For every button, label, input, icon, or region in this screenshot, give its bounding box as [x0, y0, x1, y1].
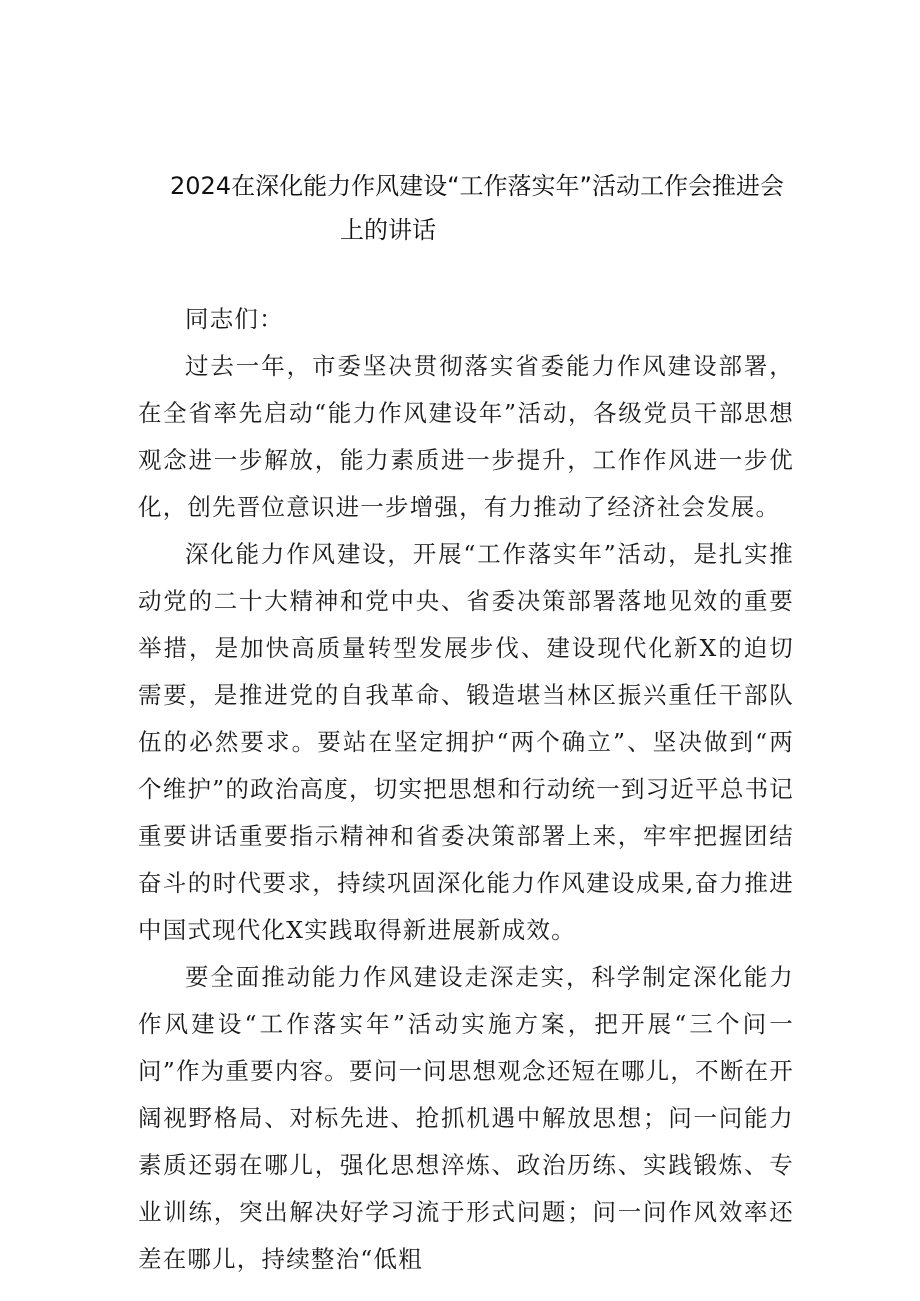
paragraph-3: 要全面推动能力作风建设走深走实，科学制定深化能力作风建设“工作落实年”活动实施方案，把开展“三个问一问”作为重要内容。要问一问思想观念还短在哪儿，不断在开阔视野格局、对标先进、抢抓机遇中解放思想；问一问能力素质还弱在哪儿，强化思想淬炼、政治历练、实践锻炼、专业训练，突出解决好学习流于形式问题；问一问作风效率还差在哪儿，持续整治“低粗	[138, 963, 794, 1273]
paragraph-1: 过去一年，市委坚决贯彻落实省委能力作风建设部署，在全省率先启动“能力作风建设年”活动，各级党员干部思想观念进一步解放，能力素质进一步提升，工作作风进一步优化，创先晋位意识进一步增强，有力推动了经济社会发展。	[138, 352, 794, 521]
document-title-line-2: 上的讲话	[340, 216, 436, 244]
document-body	[138, 296, 794, 1283]
paragraph-2: 深化能力作风建设，开展“工作落实年”活动，是扎实推动党的二十大精神和党中央、省委决策部署落地见效的重要举措，是加快高质量转型发展步伐、建设现代化新X的迫切需要，是推进党的自我革命、锻造堪当林区振兴重任干部队伍的必然要求。要站在坚定拥护“两个确立”、坚决做到“两个维护”的政治高度，切实把思想和行动统一到习近平总书记重要讲话重要指示精神和省委决策部署上来，牢牢把握团结奋斗的时代要求，持续巩固深化能力作风建设成果,奋力推进中国式现代化X实践取得新进展新成效。	[138, 540, 794, 944]
greeting: 同志们：	[185, 305, 284, 333]
document-title-line-1: 2024在深化能力作风建设“工作落实年”活动工作会推进会	[170, 172, 784, 200]
